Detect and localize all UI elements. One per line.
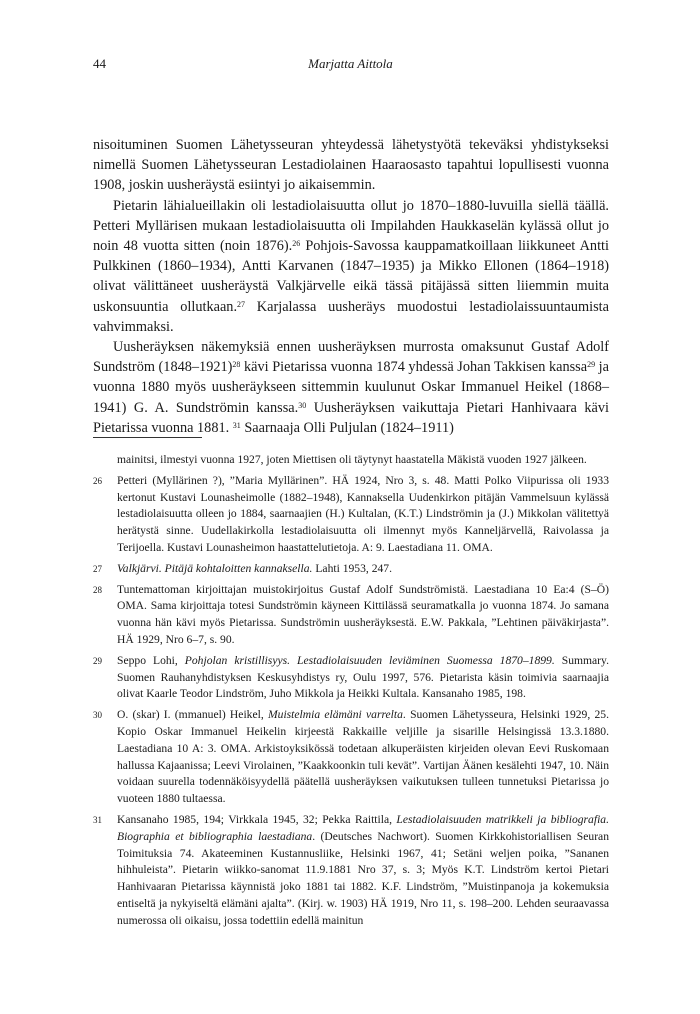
paragraph-1: nisoituminen Suomen Lähetysseuran yhteydessä lähetystyötä tekeväksi yhdistykseksi nimellä Suomen Lähetysseuran Lestadiolainen Haaraosasto tapahtui lopullisesti vuonna 1908, joskin uusheräystä esiintyi jo aikaisemmin. xyxy=(93,137,609,194)
footnote-30: 30 O. (skar) I. (mmanuel) Heikel, Muistelmia elämäni varrelta. Suomen Lähetysseura, Helsinki 1929, 25. Kopio Oskar Immanuel Heikelin kirjeestä Rakkaille veljille ja sisarille Helsingissä 13.3.1880. Laestadiana 10 A: 3. OMA. Arkistoyksikössä todetaan alkuperäisten kirjeiden olevan Eevi Ruskomaan hallussa Kajaanissa; Leevi Virolainen, ”Kaakkoonkin tuli kevät”. Vartijan Äänen kesälehti 1947, 10. Näin voidaan suurella todennäköisyydellä päätellä uusheräyksen vaikutuksen tulleen tunnetuksi Pietarissa jo vuoteen 1880 tultaessa. xyxy=(93,708,609,806)
footnote-number: 28 xyxy=(93,584,102,595)
footnote-number: 26 xyxy=(93,475,102,486)
footnotes xyxy=(93,452,609,934)
footnote-number: 31 xyxy=(93,814,102,825)
footnote-26: 26 Petteri (Myllärinen ?), ”Maria Myllärinen”. HÄ 1924, Nro 3, s. 48. Matti Polko Viipurissa oli 1933 kertonut Kustavi Lounasheimolle (1882–1948), Kannaksella Uudenkirkon pitäjän Vammelsuun kylässä lestadiolaisuutta olleen jo 1884, saarnaajien (H.) Kultalan, (K.T.) Lindströmin ja (J.) Mikkolan välitettyä herätystä sinne. Uudellakirkolla lestadiolaisuutta oli ilmennyt myös Kanneljärvellä, Raivolassa ja Terijoella. Kustavi Lounasheimon haastattelutietoja. A: 9. Laestadiana 11. OMA. xyxy=(93,473,609,554)
footnote-31: 31 Kansanaho 1985, 194; Virkkala 1945, 32; Pekka Raittila, Lestadiolaisuuden matrikkeli ja bibliografia. Biographia et bibliographia laestadiana. (Deutsches Nachwort). Suomen Kirkkohistoriallisen Seuran Toimituksia 74. Akateeminen Kustannusliike, Helsinki 1967, 41; Setäni weljen poika, ”Sananen hihhuleista”. Pietarin wiikko-sanomat 11.9.1881 Nro 37, s. 3; Myös K.T. Lindström kertoi Pietari Hanhivaaran Pietarissa käynnistä joko 1881 tai 1882. K.F. Lindström, ”Muistinpanoja ja kokemuksia entiseltä ja nykyiseltä elämäni ajalta”. (Kirj. w. 1903) HÄ 1919, Nro 11, s. 198–200. Lehden seuraavassa numerossa oli oikaisu, jossa todettiin edellä mainitun xyxy=(93,812,609,927)
footnote-number: 29 xyxy=(93,655,102,666)
footnote-ref[interactable]: 26 xyxy=(292,239,301,249)
footnote-29: 29 Seppo Lohi, Pohjolan kristillisyys. Lestadiolaisuuden leviäminen Suomessa 1870–1899. Summary. Suomen Rauhanyhdistyksen Keskusyhdistys ry, Oulu 1997, 576. Pietarista käsin toimivia saarnaajia olivat Kaarle Teodor Lindström, Juho Mikkola ja Heikki Kultala. Kansanaho 1985, 198. xyxy=(93,653,609,701)
paragraph-2: Pietarin lähialueillakin oli lestadiolaisuutta ollut jo 1870–1880-luvuilla siellä täällä. Petteri Myllärisen mukaan lestadiolaisuutta oli Impilahden Haukkaselän kylässä ollut jo noin 48 vuotta sitten (noin 1876).$^{26}$ Pohjois-Savossa kauppamatkoillaan liikkuneet Antti Pulkkinen (1860–1934), Antti Karvanen (1847–1935) ja Mikko Ellonen (1864–1918) olivat välittäneet uusheräystä Valkjärvelle eikä tässä pitäjässä sitten liiemmin muita uskonsuuntia ollutkaan.$^{27}$ Karjalassa uusheräys muodostui lestadiolaissuuntaumista vahvimmaksi. xyxy=(93,197,609,335)
page-number: 44 xyxy=(93,56,106,71)
footnote-continuation: mainitsi, ilmestyi vuonna 1927, joten Miettisen oli täytynyt haastatella Mäkistä vuoden 1927 jälkeen. xyxy=(117,453,587,466)
page-header xyxy=(93,56,608,76)
footnote-ref[interactable]: 28 xyxy=(232,360,241,370)
footnote-number: 27 xyxy=(93,563,102,574)
footnote-ref[interactable]: 31 xyxy=(232,420,241,430)
footnote-ref[interactable]: 30 xyxy=(298,400,307,410)
body-text xyxy=(93,135,609,438)
footnote-ref[interactable]: 27 xyxy=(237,299,246,309)
running-head: Marjatta Aittola xyxy=(308,56,393,71)
footnote-number: 30 xyxy=(93,710,102,721)
footnote-28: 28 Tuntemattoman kirjoittajan muistokirjoitus Gustaf Adolf Sundströmistä. Laestadiana 10 Ea:4 (S–Ö) OMA. Sama kirjoittaja totesi Sundströmin käyneen Kittilässä seuramatkalla jo vuonna 1874. Jo samana vuonna hän kävi myös Pietarissa. Sundströmin uusheräyksestä. E.W. Pakkala, ”Lehtinen päiväkirjasta”. HÄ 1929, Nro 6–7, s. 90. xyxy=(93,582,609,646)
footnote-ref[interactable]: 29 xyxy=(587,360,596,370)
footnote-27: 27 Valkjärvi. Pitäjä kohtaloitten kannaksella. Lahti 1953, 247. xyxy=(93,561,609,578)
footnote-separator xyxy=(93,437,202,438)
paragraph-3: Uusheräyksen näkemyksiä ennen uusheräyksen murrosta omaksunut Gustaf Adolf Sundström (1848–1921)$^{28}$ kävi Pietarissa vuonna 1874 yhdessä Johan Takkisen kanssa$^{29}$ ja vuonna 1880 myös uusheräykseen sittemmin kuulunut Oskar Immanuel Heikel (1868–1941) G. A. Sundströmin kanssa.$^{30}$ Uusheräyksen vaikuttaja Pietari Hanhivaara kävi Pietarissa vuonna 1881. $^{31}$ Saarnaaja Olli Puljulan (1824–1911) xyxy=(93,339,609,436)
